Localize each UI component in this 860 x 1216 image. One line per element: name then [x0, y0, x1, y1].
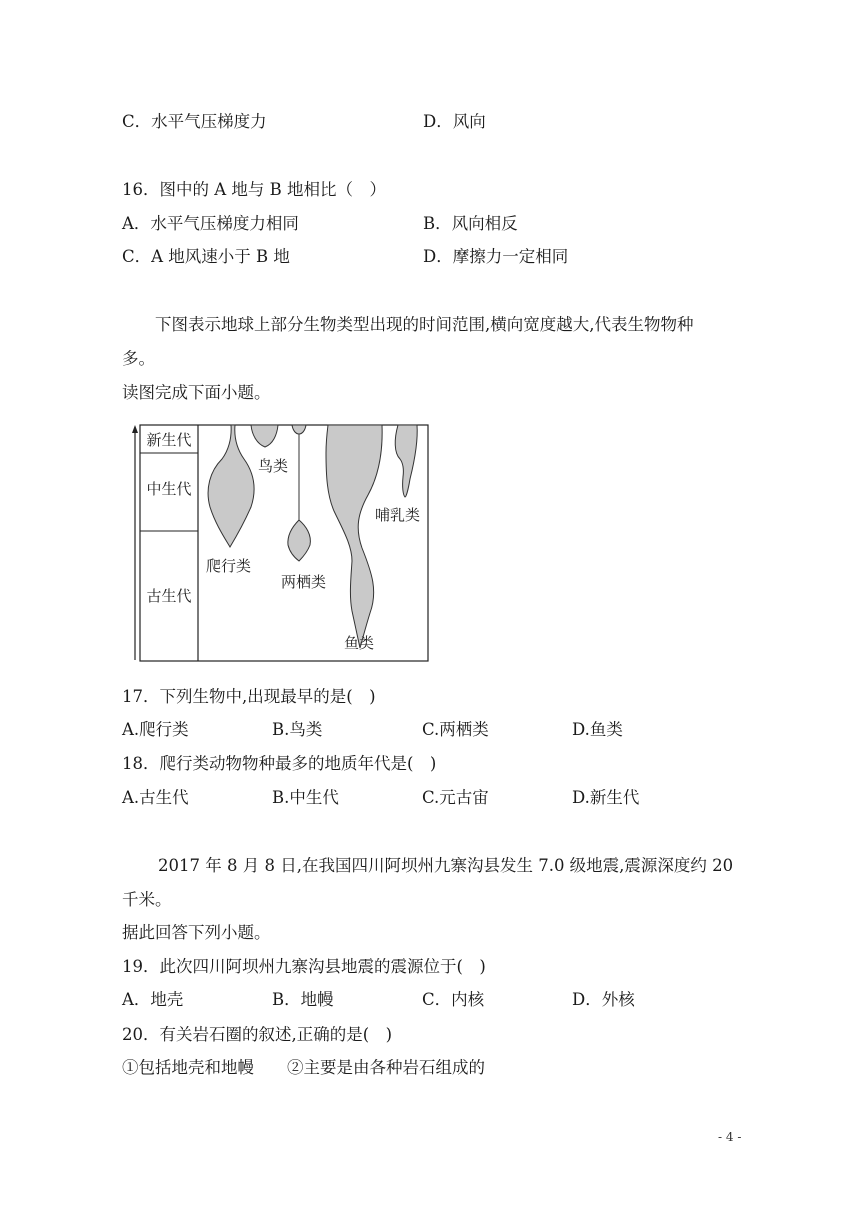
q17-option-b: B.鸟类 [272, 720, 323, 739]
q19-stem: 19．此次四川阿坝州九寨沟县地震的震源位于( ) [122, 957, 486, 976]
intro2-line2: 千米。 [122, 890, 172, 909]
q16-option-a: A．水平气压梯度力相同 [122, 214, 299, 233]
q17-option-d: D.鱼类 [572, 720, 623, 739]
q18-option-c: C.元古宙 [422, 788, 489, 807]
q20-statement-1: ①包括地壳和地幔 [122, 1058, 254, 1077]
page-number: - 4 - [718, 1130, 742, 1144]
q20-stem: 20．有关岩石圈的叙述,正确的是( ) [122, 1025, 393, 1044]
mammal-range-shape [395, 425, 417, 497]
intro2-line3: 据此回答下列小题。 [122, 923, 271, 942]
q19-option-c: C．内核 [422, 990, 485, 1009]
amphibian-range-shape [288, 520, 310, 561]
q16-option-b: B．风向相反 [423, 214, 518, 233]
q18-option-b: B.中生代 [272, 788, 339, 807]
intro1-line1: 下图表示地球上部分生物类型出现的时间范围,横向宽度越大,代表生物物种 [155, 315, 694, 334]
reptile-range-shape [208, 425, 254, 547]
era-mesozoic-label: 中生代 [146, 480, 192, 498]
era-paleozoic-label: 古生代 [146, 587, 192, 605]
q16-option-d: D．摩擦力一定相同 [423, 247, 569, 266]
q19-option-b: B．地幔 [272, 990, 334, 1009]
q16-stem: 16．图中的 A 地与 B 地相比（ ） [122, 180, 387, 199]
q20-statement-2: ②主要是由各种岩石组成的 [287, 1058, 485, 1077]
q17-option-a: A.爬行类 [122, 720, 189, 739]
mammal-label: 哺乳类 [375, 506, 421, 524]
q16-option-c: C．A 地风速小于 B 地 [122, 247, 290, 266]
q18-stem: 18．爬行类动物物种最多的地质年代是( ) [122, 754, 437, 773]
time-arrow [132, 425, 138, 660]
era-cenozoic-label: 新生代 [146, 431, 192, 449]
fish-range-shape [326, 425, 382, 648]
amphibian-label: 两栖类 [281, 573, 327, 591]
bird-label: 鸟类 [258, 457, 289, 475]
q18-option-d: D.新生代 [572, 788, 640, 807]
intro1-line2: 多。 [122, 349, 155, 368]
q15-option-c: C．水平气压梯度力 [122, 112, 267, 131]
intro1-line3: 读图完成下面小题。 [122, 383, 271, 402]
q18-option-a: A.古生代 [122, 788, 189, 807]
reptile-label: 爬行类 [206, 557, 252, 575]
bird-range-shape [251, 425, 278, 447]
intro2-line1: 2017 年 8 月 8 日,在我国四川阿坝州九寨沟县发生 7.0 级地震,震源深度约 20 [158, 856, 734, 875]
q15-option-d: D．风向 [423, 112, 486, 131]
q19-option-a: A．地壳 [122, 990, 184, 1009]
q19-option-d: D．外核 [572, 990, 635, 1009]
organism-time-diagram [130, 423, 430, 663]
q17-stem: 17．下列生物中,出现最早的是( ) [122, 687, 376, 706]
q17-option-c: C.两栖类 [422, 720, 489, 739]
fish-label: 鱼类 [344, 634, 375, 652]
amphibian-top-shape [292, 425, 306, 434]
